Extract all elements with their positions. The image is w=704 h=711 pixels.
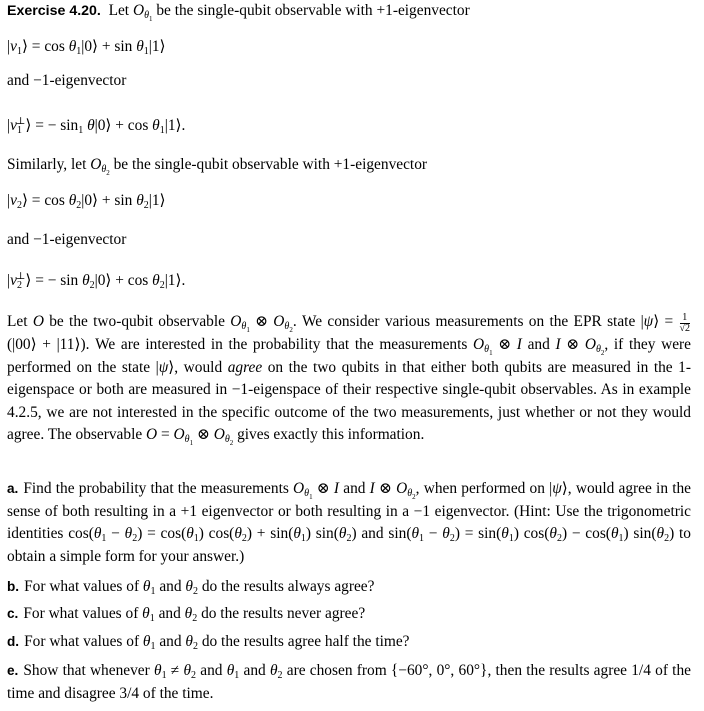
part-b-label: b. — [7, 579, 20, 594]
part-c: c. For what values of $\theta_1$ and $\theta_2$ do the results never agree? — [7, 605, 366, 624]
part-b: b. For what values of $\theta_1$ and $\theta_2$ do the results always agree? — [7, 578, 375, 597]
part-c-label: c. — [7, 606, 19, 621]
equation-v2: $|v_2⟩ = \cos$ $\theta_2|0⟩ + \sin$ $\theta_2|1⟩$ — [7, 192, 166, 211]
equation-v2-perp: $|v_2^\perp⟩$ = − $\sin \theta_2|0⟩ + \cos$ $\theta_2|1⟩$. — [7, 270, 186, 291]
similarly-text: Similarly, let $O_{\theta_2}$ be the single-qubit observable with +1-eigenvector — [7, 156, 428, 177]
part-a-label: a. — [7, 481, 19, 496]
equation-v1-perp: $|v_1^\perp⟩$ = − $\sin_1$ θ|0⟩ + $\cos \theta_1|1⟩$. — [7, 115, 186, 136]
part-d-label: d. — [7, 634, 20, 649]
part-d: d. For what values of $\theta_1$ and $\theta_2$ do the results agree half the time? — [7, 633, 410, 652]
part-e-label: e. — [7, 663, 19, 678]
minus-eigenvector-text-1: and −1-eigenvector — [7, 72, 127, 89]
exercise-label: Exercise 4.20. — [7, 3, 101, 19]
exercise-intro: Exercise 4.20. Let $O_{\theta_1}$ be the single-qubit observable with +1-eigenvector — [7, 2, 470, 23]
part-a: a. Find the probability that the measurements $O_{\theta_1}$ ⊗ I and I ⊗ $O_{\theta_2}$, when performed on |ψ⟩, would agree in the sense of both resulting in a +1 eigenvector or both resulting in a −1 eigenvector. (Hint: Use the trigonometric identities $\cos(\theta_1 - \theta_2) = \cos(\theta_1) \cos(\theta_2) + \sin(\theta_1)$ $\sin(\theta_2)$ and $\sin(\theta_1 - \theta_2) = \sin(\theta_1) \cos(\theta_2) - \cos(\theta_1)$ $\sin(\theta_2)$ to obtain a simple form for your answer.) — [7, 480, 692, 565]
main-paragraph: Let O be the two-qubit observable $O_{\theta_1}$ ⊗ $O_{\theta_2}$. We consider various measurements on the EPR state |ψ⟩ = $\frac{1}{√2}$ (|00⟩ + |11⟩). We are interested in the probability that the measurements $O_{\theta_1}$ ⊗ I and I ⊗ $O_{\theta_2}$, if they were performed on the state |ψ⟩, would agree on the two qubits in that either both qubits are measured in the 1-eigenspace or both are measured in −1-eigenspace of their respective single-qubit observables. As in example 4.2.5, we are not interested in the specific outcome of the two measurements, just whether or not they would agree. The observable $O = O_{\theta_1}$ ⊗ $O_{\theta_2}$ gives exactly this information. — [7, 312, 691, 447]
equation-v1: $|v_1⟩ = \cos$ $\theta_1|0⟩ + \sin$ $\theta_1|1⟩$ — [7, 38, 166, 57]
part-e: e. Show that whenever $\theta_1 \ne \theta_2$ and $\theta_1$ and $\theta_2$ are chosen from {−60°, 0°, 60°}, then the results agree 1/4 of the time and disagree 3/4 of the time. — [7, 662, 691, 702]
minus-eigenvector-text-2: and −1-eigenvector — [7, 231, 127, 248]
